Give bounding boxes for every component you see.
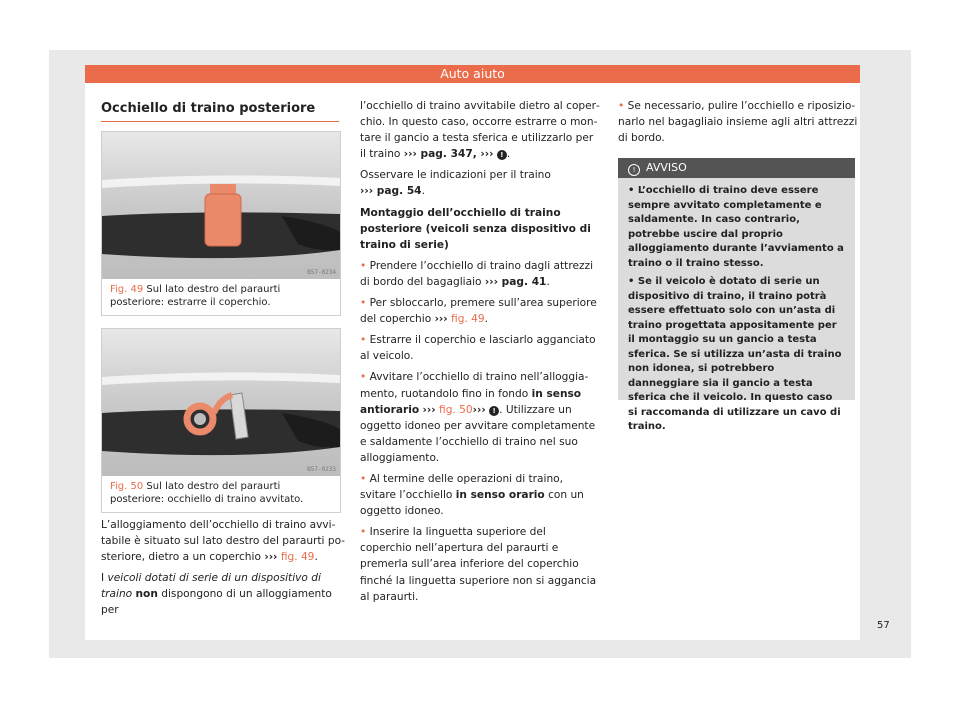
- warning-title: AVVISO: [646, 161, 687, 174]
- bullet-icon: •: [360, 297, 367, 310]
- warning-item: • L’occhiello di traino deve essere sempre avvitato completamente e saldamente. In caso contrario, potrebbe uscire dal proprio alloggiamento durante l’avviamento a traino o il traino stesso.: [628, 185, 844, 269]
- page-347-link[interactable]: ››› pag. 347: [403, 148, 473, 161]
- figure-caption-text: Sul lato destro del paraurti posteriore: estrarre il coperchio.: [110, 284, 281, 308]
- paragraph: Osservare le indicazioni per il traino ››› pag. 54.: [360, 169, 551, 198]
- figure-number: Fig. 49: [110, 284, 144, 295]
- title-divider: [101, 121, 339, 122]
- page-number: 57: [877, 620, 890, 631]
- figure-50-link[interactable]: fig. 50: [439, 403, 473, 416]
- column-1: [101, 517, 345, 624]
- figure-49: [101, 131, 341, 316]
- figure-50-caption: [102, 476, 340, 512]
- figure-49-link[interactable]: fig. 49: [451, 313, 485, 326]
- reference-arrows: ›››: [264, 551, 278, 564]
- figure-50: [101, 328, 341, 513]
- list-item: • Al termine delle operazioni di traino, svitare l’occhiello in senso orario con un oggetto idoneo.: [360, 472, 584, 518]
- exclamation-circle-icon: !: [628, 164, 640, 176]
- column-3: [618, 98, 858, 151]
- list-item: • Avvitare l’occhiello di traino nell’alloggiamento, ruotandolo fino in fondo in senso antiorario ››› fig. 50››› ! . Utilizzare un oggetto idoneo per avvitare completamente e saldamente l’occhiello di traino nel suo alloggiamento.: [360, 371, 596, 464]
- warning-header: [618, 158, 855, 178]
- page-41-link[interactable]: ››› pag. 41: [484, 275, 547, 288]
- figure-50-image: [102, 329, 340, 476]
- subheading: Montaggio dell’occhiello di traino posteriore (veicoli senza dispositivo di traino di serie): [360, 206, 591, 251]
- list-item: • Se necessario, pulire l’occhiello e riposizionarlo nel bagagliaio insieme agli altri attrezzi di bordo.: [618, 100, 858, 145]
- figure-number: Fig. 50: [110, 481, 144, 492]
- bullet-icon: •: [360, 371, 367, 384]
- warning-item: • Se il veicolo è dotato di serie un dispositivo di traino, il traino potrà essere effettuato solo con un’asta di traino progettata appositamente per il montaggio su un gancio a testa sferica. Se si utilizza un’asta di traino non idonea, si potrebbero danneggiare sia il gancio a testa sferica che il veicolo. In questo caso si raccomanda di utilizzare un cavo di traino.: [628, 276, 842, 432]
- warning-box: [618, 158, 855, 432]
- exclamation-circle-icon: !: [497, 150, 507, 160]
- figure-caption-text: Sul lato destro del paraurti posteriore: occhiello di traino avvitato.: [110, 481, 304, 505]
- bullet-icon: •: [360, 526, 367, 539]
- figure-code: B57-0234: [307, 269, 336, 276]
- paragraph: I veicoli dotati di serie di un dispositivo di traino non dispongono di un alloggiamento per: [101, 572, 332, 617]
- paragraph: l’occhiello di traino avvitabile dietro al coperchio. In questo caso, occorre estrarre o montare il gancio a testa sferica e utilizzarlo per il traino ››› pag. 347, ››› ! .: [360, 100, 600, 161]
- page-header: Auto aiuto: [85, 65, 860, 83]
- figure-code: B57-0233: [307, 466, 336, 473]
- column-2: [360, 98, 600, 610]
- bullet-icon: •: [360, 259, 367, 272]
- bullet-icon: •: [360, 472, 367, 485]
- bullet-icon: •: [618, 100, 625, 112]
- figure-49-image: [102, 132, 340, 279]
- list-item: • Inserire la linguetta superiore del coperchio nell’apertura del paraurti e premerla sull’area inferiore del coperchio finché la linguetta superiore non si aggancia al paraurti.: [360, 526, 597, 603]
- page-54-link[interactable]: ››› pag. 54: [360, 185, 422, 198]
- list-item: • Estrarre il coperchio e lasciarlo agganciato al veicolo.: [360, 334, 596, 363]
- figure-49-caption: [102, 279, 340, 315]
- figure-49-link[interactable]: fig. 49: [280, 551, 315, 564]
- exclamation-circle-icon: !: [489, 406, 499, 416]
- paragraph: L’alloggiamento dell’occhiello di traino avvitabile è situato sul lato destro del paraurti posteriore, dietro a un coperchio ››› fig. 49.: [101, 519, 345, 564]
- list-item: • Per sbloccarlo, premere sull’area superiore del coperchio ››› fig. 49.: [360, 297, 597, 326]
- list-item: • Prendere l’occhiello di traino dagli attrezzi di bordo del bagagliaio ››› pag. 41.: [360, 259, 594, 288]
- bullet-icon: •: [360, 334, 367, 347]
- warning-body: [618, 178, 855, 435]
- section-title: Occhiello di traino posteriore: [101, 101, 316, 116]
